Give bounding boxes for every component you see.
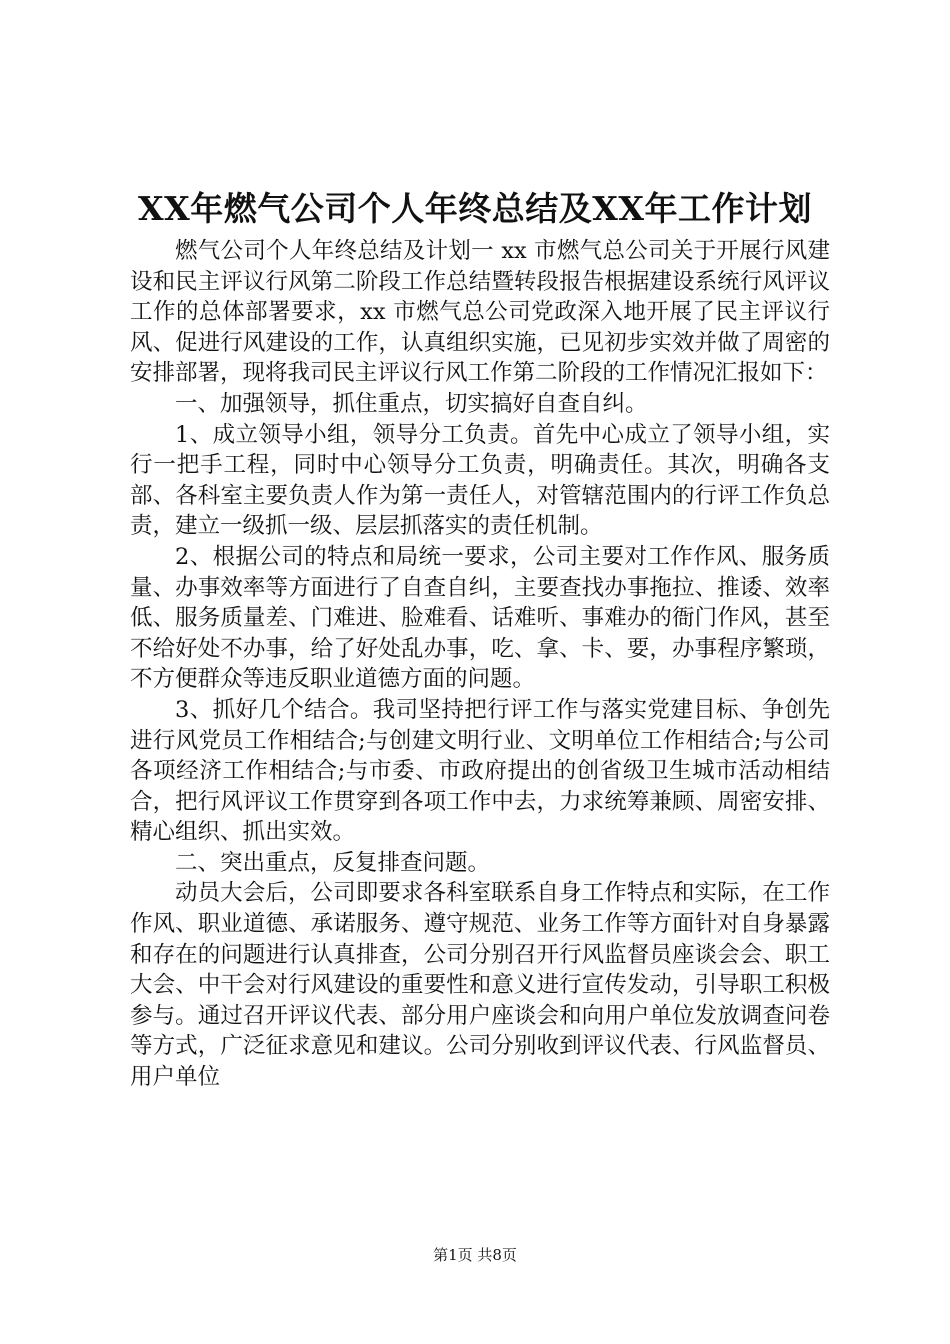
paragraph-item-3: 3、抓好几个结合。我司坚持把行评工作与落实党建目标、争创先进行风党员工作相结合;与创建文明行业、文明单位工作相结合;与公司各项经济工作相结合;与市委、市政府提出的创省级卫生城市活动相结合，把行风评议工作贯穿到各项工作中去，力求统筹兼顾、周密安排、精心组织、抓出实效。 — [130, 696, 830, 846]
document-body — [130, 236, 830, 1093]
document-title: XX年燃气公司个人年终总结及XX年工作计划 — [138, 189, 812, 228]
page-number-footer: 第1页 共8页 — [433, 1246, 517, 1264]
paragraph-item-2: 2、根据公司的特点和局统一要求，公司主要对工作作风、服务质量、办事效率等方面进行了自查自纠，主要查找办事拖拉、推诿、效率低、服务质量差、门难进、脸难看、话难听、事难办的衙门作风，甚至不给好处不办事，给了好处乱办事，吃、拿、卡、要，办事程序繁琐，不方便群众等违反职业道德方面的问题。 — [130, 543, 830, 693]
paragraph-item-1: 1、成立领导小组，领导分工负责。首先中心成立了领导小组，实行一把手工程，同时中心领导分工负责，明确责任。其次，明确各支部、各科室主要负责人作为第一责任人，对管辖范围内的行评工作负总责，建立一级抓一级、层层抓落实的责任机制。 — [130, 421, 830, 540]
paragraph-section-heading-2: 二、突出重点，反复排查问题。 — [175, 849, 491, 876]
paragraph-section-2-body: 动员大会后，公司即要求各科室联系自身工作特点和实际，在工作作风、职业道德、承诺服务、遵守规范、业务工作等方面针对自身暴露和存在的问题进行认真排查，公司分别召开行风监督员座谈会会、职工大会、中干会对行风建设的重要性和意义进行宣传发动，引导职工积极参与。通过召开评议代表、部分用户座谈会和向用户单位发放调查问卷等方式，广泛征求意见和建议。公司分别收到评议代表、行风监督员、用户单位 — [130, 880, 830, 1091]
paragraph-section-heading-1: 一、加强领导，抓住重点，切实搞好自查自纠。 — [175, 390, 648, 417]
paragraph-intro: 燃气公司个人年终总结及计划一 xx 市燃气总公司关于开展行风建设和民主评议行风第二阶段工作总结暨转段报告根据建设系统行风评议工作的总体部署要求，xx 市燃气总公司党政深入地开展了民主评议行风、促进行风建设的工作，认真组织实施，已见初步实效并做了周密的安排部署，现将我司民主评议行风工作第二阶段的工作情况汇报如下： — [130, 238, 830, 387]
